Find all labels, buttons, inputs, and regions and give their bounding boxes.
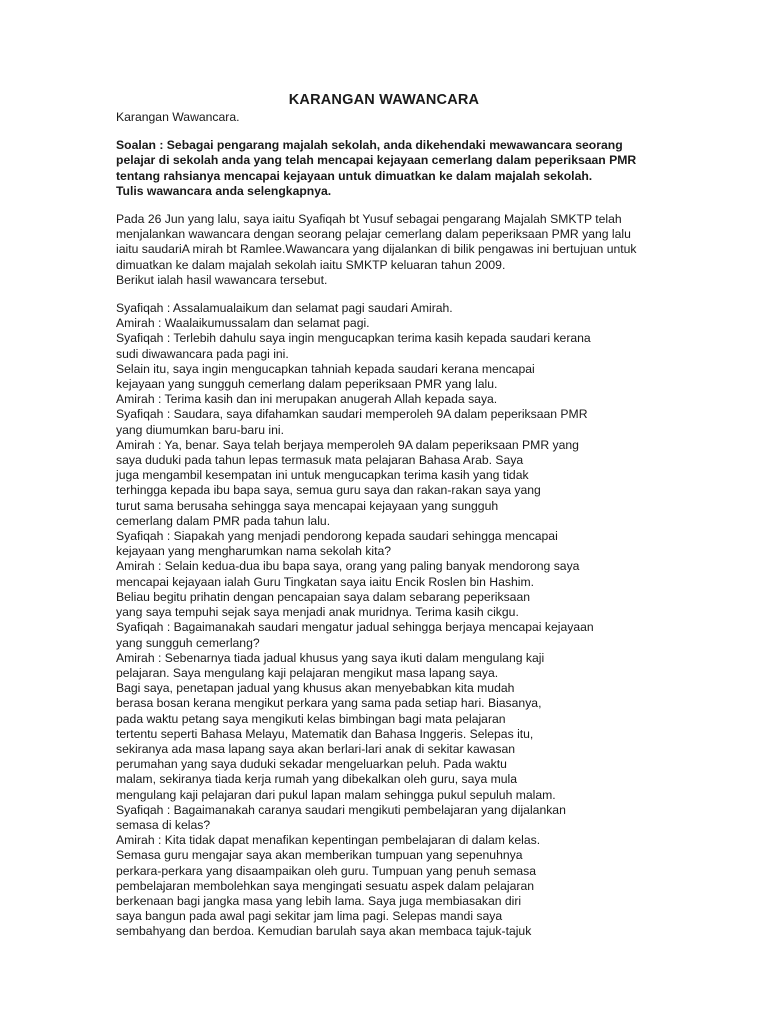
dialogue-line: Amirah : Ya, benar. Saya telah berjaya memperoleh 9A dalam peperiksaan PMR yang [116, 437, 579, 452]
dialogue-line: yang diumumkan baru-baru ini. [116, 422, 285, 437]
dialogue-line: pembelajaran membolehkan saya mengingati sesuatu aspek dalam pelajaran [116, 878, 535, 893]
intro-line: menjalankan wawancara dengan seorang pelajar cemerlang dalam peperiksaan PMR yang lalu [116, 227, 631, 242]
dialogue-line: Syafiqah : Terlebih dahulu saya ingin mengucapkan terima kasih kepada saudari kerana [116, 331, 591, 346]
document-title: KARANGAN WAWANCARA [288, 92, 480, 108]
document-subtitle: Karangan Wawancara. [116, 110, 240, 124]
dialogue-line: Syafiqah : Bagaimanakah caranya saudari mengikuti pembelajaran yang dijalankan [116, 802, 566, 817]
dialogue-line: Syafiqah : Saudara, saya difahamkan saudari memperoleh 9A dalam peperiksaan PMR [116, 407, 588, 422]
dialogue-line: Amirah : Kita tidak dapat menafikan kepentingan pembelajaran di dalam kelas. [116, 833, 541, 848]
interview-dialogue [116, 301, 656, 940]
dialogue-line: tertentu seperti Bahasa Melayu, Matematik dan Bahasa Inggeris. Selepas itu, [116, 726, 534, 741]
dialogue-line: pelajaran. Saya mengulang kaji pelajaran mengikut masa lapang saya. [116, 665, 499, 680]
dialogue-line: sudi diwawancara pada pagi ini. [116, 346, 289, 361]
dialogue-line: semasa di kelas? [116, 817, 211, 832]
dialogue-line: Syafiqah : Assalamualaikum dan selamat pagi saudari Amirah. [116, 301, 453, 316]
dialogue-line: perkara-perkara yang disaampaikan oleh guru. Tumpuan yang penuh semasa [116, 863, 537, 878]
dialogue-line: Amirah : Waalaikumussalam dan selamat pagi. [116, 316, 370, 331]
dialogue-line: yang sungguh cemerlang? [116, 635, 260, 650]
dialogue-line: sekiranya ada masa lapang saya akan berlari-lari anak di sekitar kawasan [116, 741, 516, 756]
dialogue-line: saya bangun pada awal pagi sekitar jam lima pagi. Selepas mandi saya [116, 909, 503, 924]
dialogue-line: Amirah : Sebenarnya tiada jadual khusus yang saya ikuti dalam mengulang kaji [116, 650, 545, 665]
intro-line: Berikut ialah hasil wawancara tersebut. [116, 272, 328, 287]
dialogue-line: Bagi saya, penetapan jadual yang khusus akan menyebabkan kita mudah [116, 681, 515, 696]
dialogue-line: Beliau begitu prihatin dengan pencapaian saya dalam sebarang peperiksaan [116, 589, 531, 604]
document-body [116, 110, 656, 940]
intro-line: Pada 26 Jun yang lalu, saya iaitu Syafiqah bt Yusuf sebagai pengarang Majalah SMKTP telah [116, 212, 622, 227]
dialogue-line: berkenaan bagi jangka masa yang lebih lama. Saya juga membiasakan diri [116, 893, 522, 908]
dialogue-line: juga mengambil kesempatan ini untuk mengucapkan terima kasih yang tidak [116, 468, 529, 483]
intro-line: dimuatkan ke dalam majalah sekolah iaitu SMKTP keluaran tahun 2009. [116, 257, 506, 272]
dialogue-line: malam, sekiranya tiada kerja rumah yang dibekalkan oleh guru, saya mula [116, 772, 518, 787]
question-line: tentang rahsianya mencapai kejayaan untuk dimuatkan ke dalam majalah sekolah. [116, 168, 593, 183]
intro-paragraph [116, 212, 656, 288]
dialogue-line: cemerlang dalam PMR pada tahun lalu. [116, 513, 331, 528]
question-line: Soalan : Sebagai pengarang majalah sekolah, anda dikehendaki mewawancara seorang [116, 138, 623, 153]
dialogue-line: pada waktu petang saya mengikuti kelas bimbingan bagi mata pelajaran [116, 711, 506, 726]
dialogue-line: berasa bosan kerana mengikut perkara yang sama pada setiap hari. Biasanya, [116, 696, 542, 711]
question-line: pelajar di sekolah anda yang telah mencapai kejayaan cemerlang dalam peperiksaan PMR [116, 153, 637, 168]
dialogue-line: Syafiqah : Bagaimanakah saudari mengatur jadual sehingga berjaya mencapai kejayaan [116, 620, 594, 635]
dialogue-line: mengulang kaji pelajaran dari pukul lapan malam sehingga pukul sepuluh malam. [116, 787, 556, 802]
dialogue-line: sembahyang dan berdoa. Kemudian barulah saya akan membaca tajuk-tajuk [116, 924, 532, 939]
dialogue-line: kejayaan yang sungguh cemerlang dalam peperiksaan PMR yang lalu. [116, 377, 498, 392]
essay-question [116, 138, 656, 199]
intro-line: iaitu saudariA mirah bt Ramlee.Wawancara yang dijalankan di bilik pengawas ini bertujuan untuk [116, 242, 637, 257]
dialogue-line: Amirah : Selain kedua-dua ibu bapa saya, orang yang paling banyak mendorong saya [116, 559, 580, 574]
dialogue-line: saya duduki pada tahun lepas termasuk mata pelajaran Bahasa Arab. Saya [116, 453, 524, 468]
dialogue-line: kejayaan yang mengharumkan nama sekolah kita? [116, 544, 392, 559]
dialogue-line: Syafiqah : Siapakah yang menjadi pendorong kepada saudari sehingga mencapai [116, 529, 558, 544]
dialogue-line: perumahan yang saya duduki sekadar mengeluarkan peluh. Pada waktu [116, 757, 507, 772]
dialogue-line: turut sama berusaha sehingga saya mencapai kejayaan yang sungguh [116, 498, 499, 513]
dialogue-line: Selain itu, saya ingin mengucapkan tahniah kepada saudari kerana mencapai [116, 361, 535, 376]
question-line: Tulis wawancara anda selengkapnya. [116, 183, 332, 198]
dialogue-line: mencapai kejayaan ialah Guru Tingkatan saya iaitu Encik Roslen bin Hashim. [116, 574, 534, 589]
dialogue-line: yang saya tempuhi sejak saya menjadi anak muridnya. Terima kasih cikgu. [116, 605, 519, 620]
dialogue-line: Amirah : Terima kasih dan ini merupakan anugerah Allah kepada saya. [116, 392, 498, 407]
dialogue-line: Semasa guru mengajar saya akan memberikan tumpuan yang sepenuhnya [116, 848, 523, 863]
dialogue-line: terhingga kepada ibu bapa saya, semua guru saya dan rakan-rakan saya yang [116, 483, 541, 498]
